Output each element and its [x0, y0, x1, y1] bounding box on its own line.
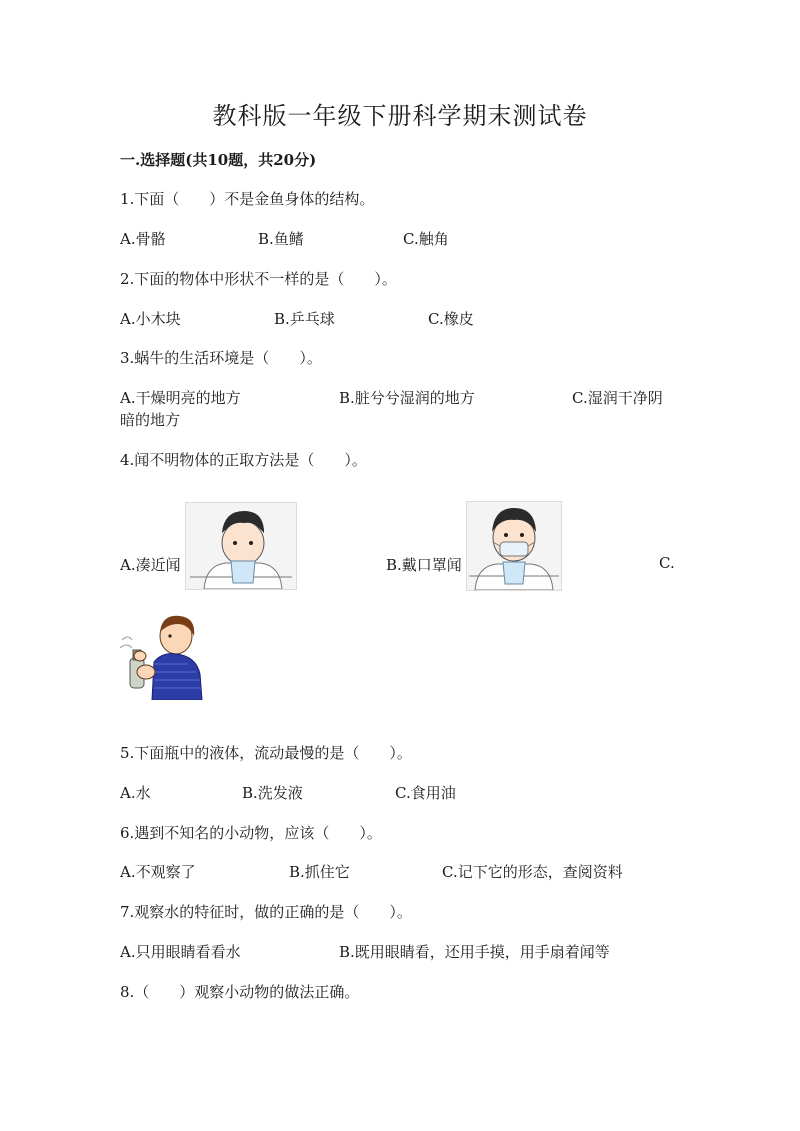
option-b-picture	[466, 501, 562, 591]
question-6-stem: 6.遇到不知名的小动物，应该（ ）。	[120, 824, 382, 842]
question-7-stem: 7.观察水的特征时，做的正确的是（ ）。	[120, 903, 412, 921]
question-3-option-a: A.干燥明亮的地方	[120, 389, 241, 407]
option-c-picture	[118, 612, 204, 700]
section-heading: 一.选择题(共10题，共20分)	[120, 151, 317, 169]
question-1-option-b: B.鱼鳍	[258, 230, 304, 248]
question-1-option-c: C.触角	[403, 230, 449, 248]
question-3-option-b: B.脏兮兮湿润的地方	[339, 389, 475, 407]
question-6-option-a: A.不观察了	[120, 863, 196, 881]
question-5-stem: 5.下面瓶中的液体，流动最慢的是（ ）。	[120, 744, 412, 762]
question-3-stem: 3.蜗牛的生活环境是（ ）。	[120, 349, 322, 367]
question-5-option-c: C.食用油	[395, 784, 456, 802]
question-7-option-b: B.既用眼睛看，还用手摸，用手扇着闻等	[339, 943, 610, 961]
question-5-option-a: A.水	[120, 784, 151, 802]
question-4-option-c: C.	[659, 554, 675, 572]
question-2-option-a: A.小木块	[120, 310, 181, 328]
option-a-picture	[185, 502, 297, 590]
page-title: 教科版一年级下册科学期末测试卷	[212, 102, 588, 130]
question-4-stem: 4.闻不明物体的正取方法是（ ）。	[120, 451, 367, 469]
question-5-option-b: B.洗发液	[242, 784, 303, 802]
question-8-stem: 8.（ ）观察小动物的做法正确。	[120, 983, 360, 1001]
question-6-option-c: C.记下它的形态，查阅资料	[442, 863, 623, 881]
question-1-stem: 1.下面（ ）不是金鱼身体的结构。	[120, 190, 375, 208]
question-1-option-a: A.骨骼	[120, 230, 166, 248]
question-2-option-c: C.橡皮	[428, 310, 474, 328]
question-6-option-b: B.抓住它	[289, 863, 350, 881]
question-3-option-c: C.湿润干净阴	[572, 389, 663, 407]
question-7-option-a: A.只用眼睛看看水	[120, 943, 241, 961]
question-2-stem: 2.下面的物体中形状不一样的是（ ）。	[120, 270, 397, 288]
question-3-option-c-continued: 暗的地方	[120, 411, 181, 429]
question-2-option-b: B.乒乓球	[274, 310, 335, 328]
question-4-option-a: A.凑近闻	[120, 556, 181, 574]
question-4-option-b: B.戴口罩闻	[386, 556, 462, 574]
